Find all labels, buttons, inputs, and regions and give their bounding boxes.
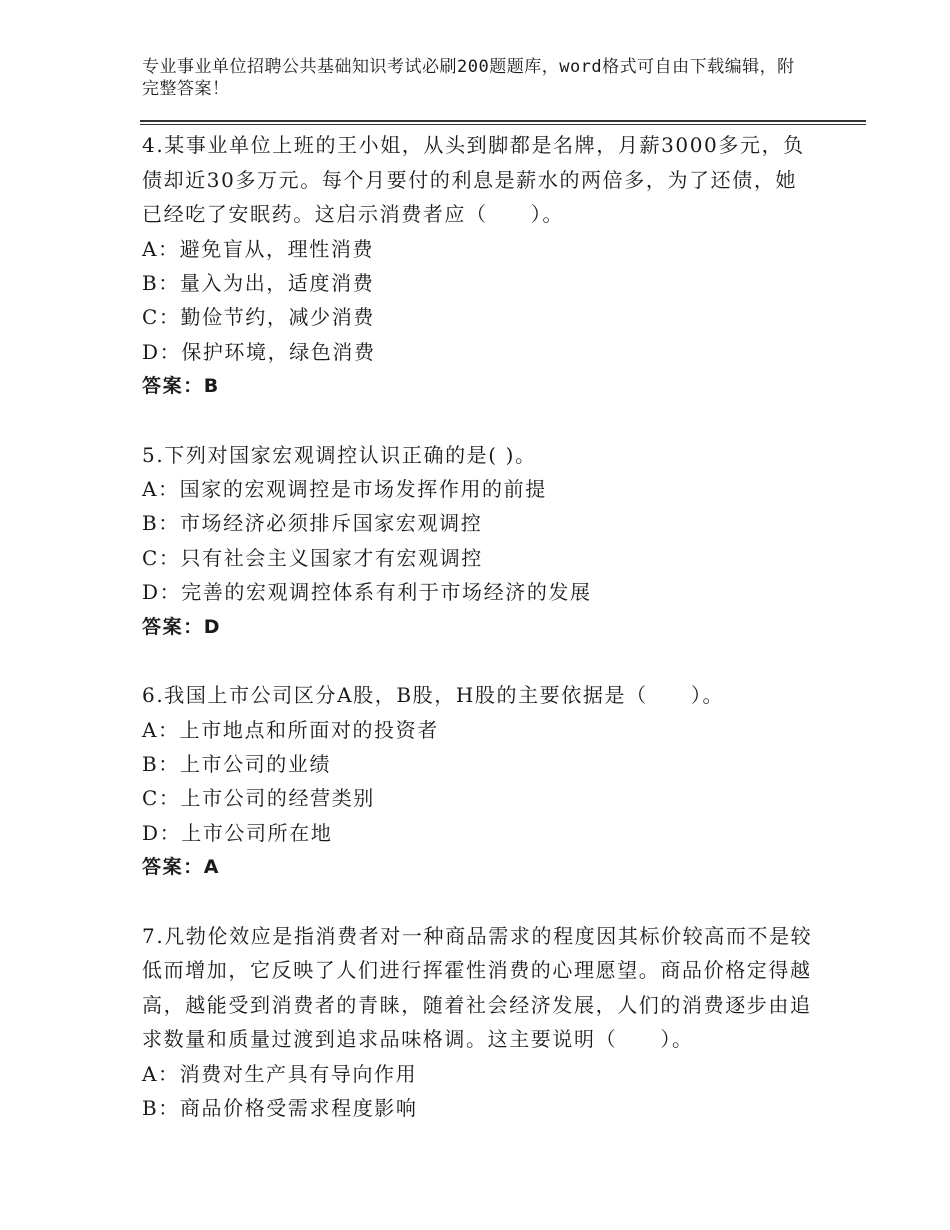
question-5 [142, 438, 814, 645]
option-c: C：上市公司的经营类别 [142, 786, 375, 811]
question-6 [142, 678, 814, 885]
option-a: A：避免盲从，理性消费 [142, 236, 375, 261]
header-divider-thick [140, 120, 866, 122]
option-a: A：上市地点和所面对的投资者 [142, 717, 439, 742]
option-a: A：消费对生产具有导向作用 [142, 1061, 418, 1086]
option-b: B：市场经济必须排斥国家宏观调控 [142, 511, 483, 536]
question-list [142, 128, 814, 1159]
option-d: D：完善的宏观调控体系有利于市场经济的发展 [142, 580, 592, 605]
question-7 [142, 919, 814, 1126]
option-b: B：量入为出，适度消费 [142, 270, 375, 295]
option-c: C：勤俭节约，减少消费 [142, 305, 375, 330]
answer-label: 答案：A [142, 856, 221, 879]
option-a: A：国家的宏观调控是市场发挥作用的前提 [142, 477, 547, 502]
option-b: B：上市公司的业绩 [142, 751, 332, 776]
question-stem: 5.下列对国家宏观调控认识正确的是( )。 [142, 442, 537, 467]
option-d: D：保护环境，绿色消费 [142, 339, 376, 364]
document-header: 专业事业单位招聘公共基础知识考试必刷200题题库，word格式可自由下载编辑，附完整答案！ [142, 57, 795, 99]
header-divider-thin [140, 124, 866, 125]
question-stem: 7.凡勃伦效应是指消费者对一种商品需求的程度因其标价较高而不是较低而增加，它反映了人们进行挥霍性消费的心理愿望。商品价格定得越高，越能受到消费者的青睐，随着社会经济发展，人们的消费逐步由追求数量和质量过渡到追求品味格调。这主要说明（ ）。 [142, 923, 813, 1052]
option-b: B：商品价格受需求程度影响 [142, 1096, 418, 1120]
option-c: C：只有社会主义国家才有宏观调控 [142, 545, 483, 570]
question-stem: 6.我国上市公司区分A股，B股，H股的主要依据是（ ）。 [142, 683, 725, 708]
answer-label: 答案：D [142, 615, 222, 638]
question-stem: 4.某事业单位上班的王小姐，从头到脚都是名牌，月薪3000多元，负债却近30多万元。每个月要付的利息是薪水的两倍多，为了还债，她已经吃了安眠药。这启示消费者应（ ）。 [142, 133, 805, 226]
question-4 [142, 128, 814, 404]
answer-label: 答案：B [142, 375, 220, 398]
option-d: D：上市公司所在地 [142, 820, 333, 845]
